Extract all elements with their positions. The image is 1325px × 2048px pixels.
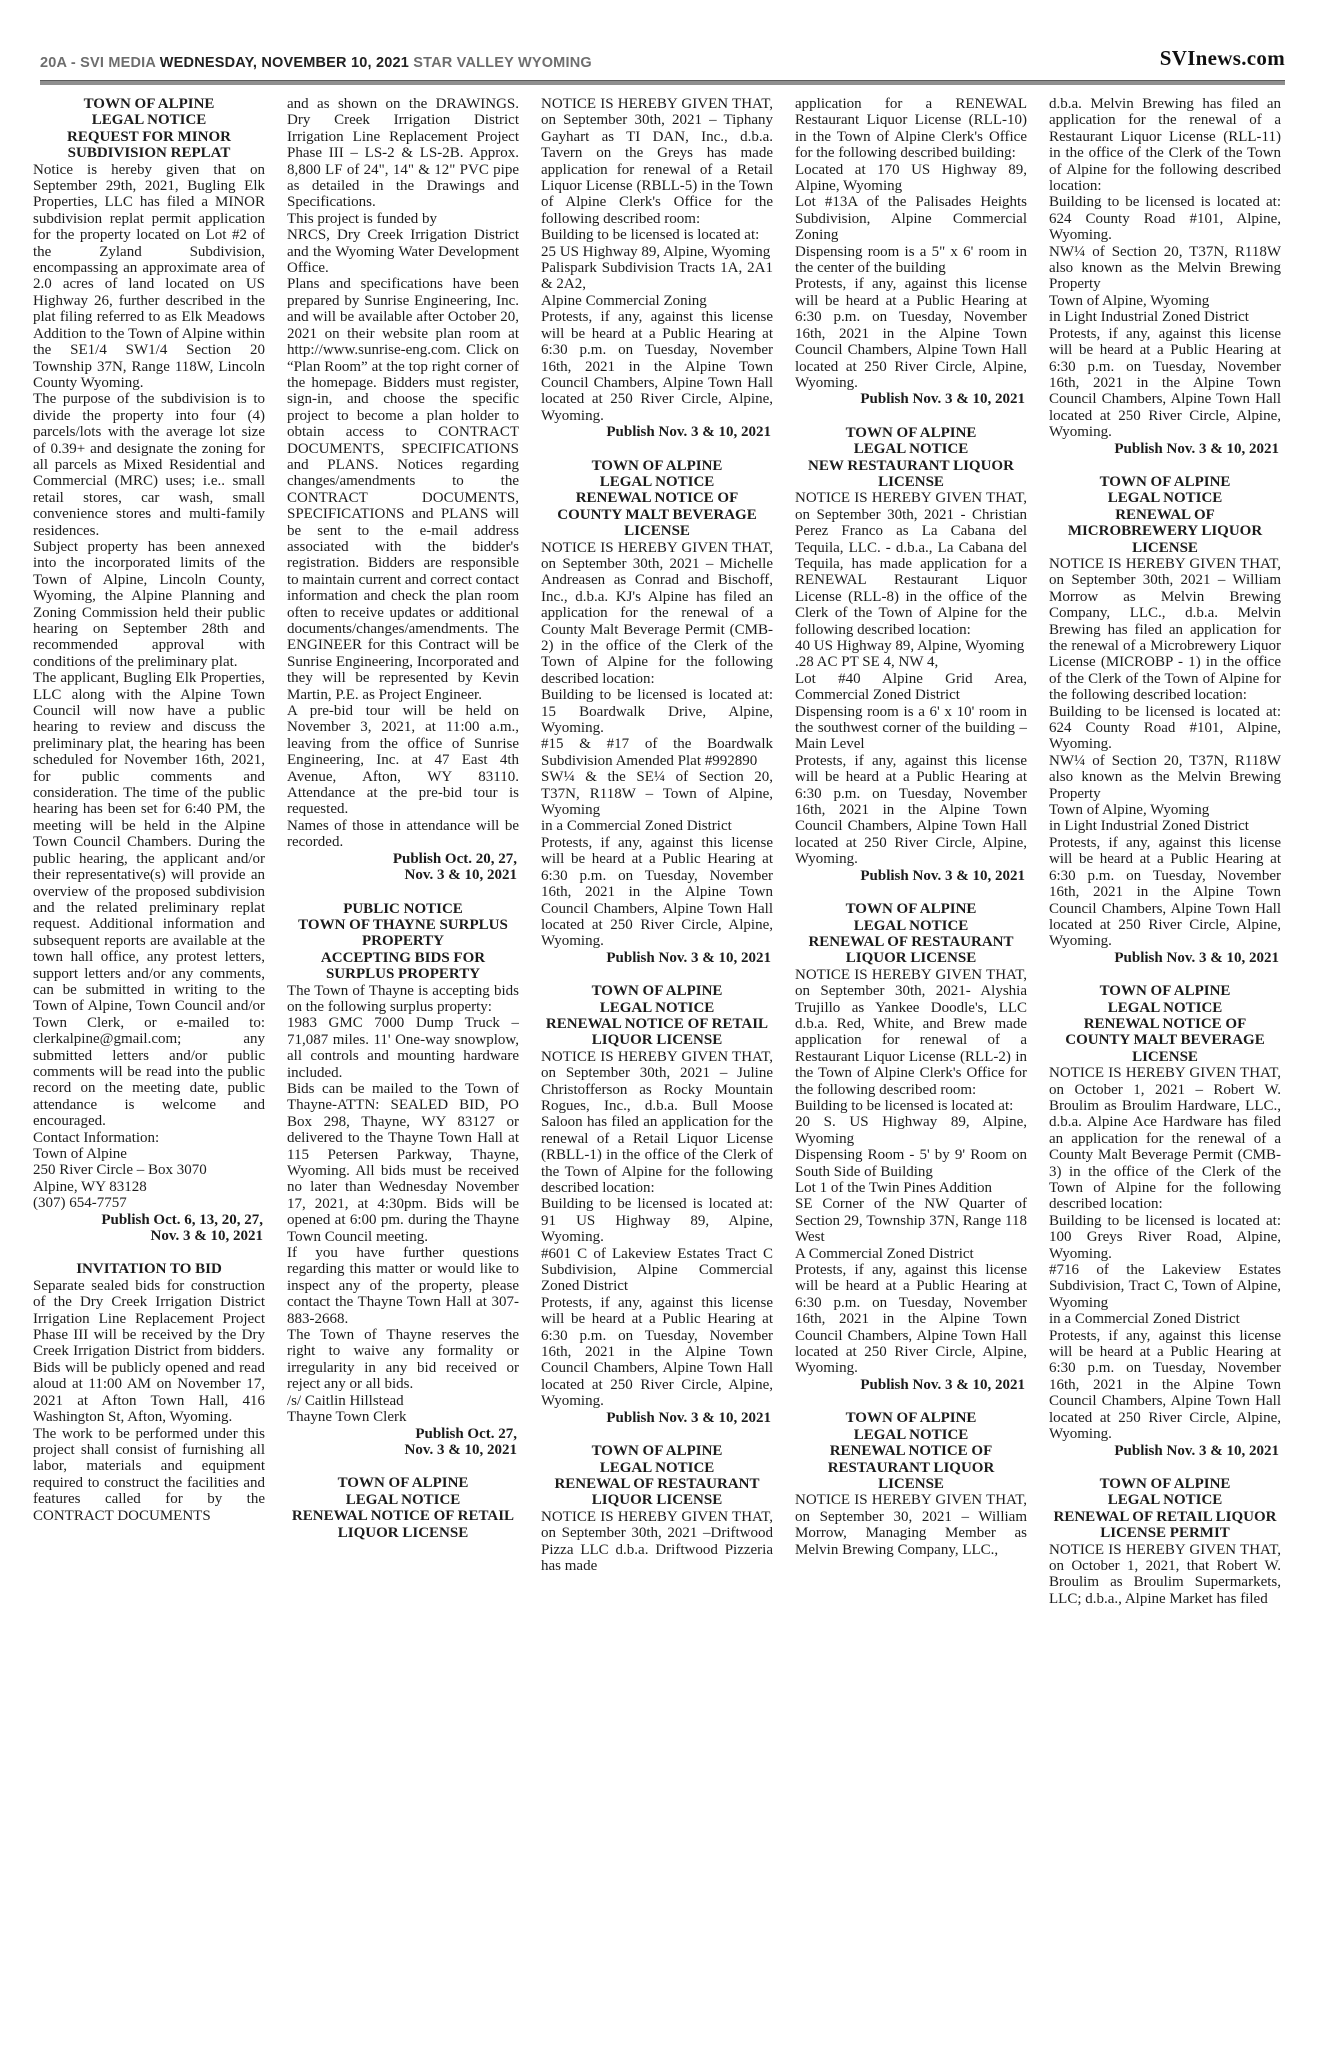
notice-paragraph: Palispark Subdivision Tracts 1A, 2A1 & 2A2, [541, 260, 773, 293]
masthead-divider [40, 80, 1285, 85]
notice-paragraph: The work to be performed under this project shall consist of furnishing all labor, materials and equipment required to construct the facilities and features called for by the CONTRACT DOCUMENTS [33, 1425, 265, 1524]
notice-heading-line: MICROBREWERY LIQUOR [1067, 523, 1263, 540]
notice-paragraph: Lot 1 of the Twin Pines Addition [795, 1180, 993, 1196]
news-column-5 [1049, 96, 1281, 2041]
publish-line: Publish Oct. 6, 13, 20, 27, [101, 1211, 263, 1228]
notice-heading-line: LICENSE [624, 523, 690, 540]
legal-notice-columns [33, 96, 1281, 2041]
notice-paragraph: NOTICE IS HEREBY GIVEN THAT, on September 30th, 2021 – Tiphany Gayhart as TI DAN, Inc., d.b.a. Tavern on the Greys has made application for renewal of a Retail Liquor License (RBLL-5) in the Town of Alpine Clerk's Office for the following described room: [541, 96, 773, 227]
notice-heading-line: TOWN OF ALPINE [1099, 473, 1231, 490]
news-column-2 [287, 96, 519, 2041]
notice-heading-line: LEGAL NOTICE [853, 1426, 969, 1443]
notice-heading-line: TOWN OF ALPINE [1099, 983, 1231, 1000]
notice-paragraph: Alpine Commercial Zoning [541, 292, 707, 309]
notice-heading-line: REQUEST FOR MINOR [67, 128, 231, 145]
notice-heading-line: PUBLIC NOTICE [343, 900, 463, 917]
notice-heading-line: LEGAL NOTICE [599, 1459, 715, 1476]
publish-line: Publish Nov. 3 & 10, 2021 [860, 391, 1025, 408]
notice-paragraph: NOTICE IS HEREBY GIVEN THAT, on September 30th, 2021 – Juline Christofferson as Rocky Mountain Rogues, Inc., d.b.a. Bull Moose Saloon has filed an application for the renewal of a Retail Liquor License (RBLL-1) in the office of the Clerk of the Town of Alpine for the following described location: [541, 1048, 773, 1196]
news-column-1 [33, 96, 265, 2041]
notice-heading [1049, 1476, 1281, 1542]
notice-paragraph: Town of Alpine [33, 1146, 127, 1162]
notice-paragraph: in Light Industrial Zoned District [1049, 818, 1249, 835]
masthead-left [40, 55, 592, 71]
notice-paragraph: NOTICE IS HEREBY GIVEN THAT, on October 1, 2021, that Robert W. Broulim as Broulim Supermarkets, LLC; d.b.a., Alpine Market has filed [1049, 1541, 1281, 1607]
publish-line: Nov. 3 & 10, 2021 [404, 867, 517, 884]
news-column-4 [795, 96, 1027, 2041]
notice-paragraph: 1983 GMC 7000 Dump Truck – 71,087 miles. 11' One-way snowplow, all controls and mounting hardware included. [287, 1015, 519, 1081]
region-label: STAR VALLEY WYOMING [413, 55, 592, 71]
notice-heading [541, 1443, 773, 1509]
notice-heading-line: LEGAL NOTICE [91, 112, 207, 129]
notice-paragraph: Building to be licensed is located at: 624 County Road #101, Alpine, Wyoming. [1049, 194, 1281, 244]
notice-paragraph: NOTICE IS HEREBY GIVEN THAT, on September 30th, 2021 - Christian Perez Franco as La Cabana del Tequila, LLC. - d.b.a., La Cabana del Tequila, has made application for a RENEWAL Restaurant Liquor License (RLL-8) in the office of the Clerk of the Town of Alpine for the following described location: [795, 490, 1027, 638]
notice-paragraph: Subject property has been annexed into the incorporated limits of the Town of Alpine, Lincoln County, Wyoming, the Alpine Planning and Zoning Commission held their public hearing on September 28th and recommended approval with conditions of the preliminary plat. [33, 538, 265, 670]
notice-paragraph: in a Commercial Zoned District [541, 818, 732, 835]
publish-line: Publish Nov. 3 & 10, 2021 [1114, 1442, 1279, 1459]
notice-paragraph: NRCS, Dry Creek Irrigation District and the Wyoming Water Development Office. [287, 227, 519, 277]
notice-heading [795, 901, 1027, 967]
notice-heading-line: LICENSE [1132, 539, 1198, 556]
notice-paragraph: Located at 170 US Highway 89, Alpine, Wyoming [795, 161, 1027, 195]
notice-heading [1049, 474, 1281, 556]
notice-paragraph: This project is funded by [287, 210, 437, 227]
notice-paragraph: Protests, if any, against this license will be heard at a Public Hearing at 6:30 p.m. on Tuesday, November 16th, 2021 in the Alpine Town Council Chambers, Alpine Town Hall located at 250 River Circle, Alpine, Wyoming. [541, 834, 773, 950]
notice-heading-line: LEGAL NOTICE [1107, 1492, 1223, 1509]
publish-line: Publish Nov. 3 & 10, 2021 [1114, 440, 1279, 457]
notice-heading-line: INVITATION TO BID [76, 1261, 222, 1278]
notice-paragraph: Lot #40 Alpine Grid Area, Commercial Zoned District [795, 670, 1027, 704]
notice-paragraph: Protests, if any, against this license will be heard at a Public Hearing at 6:30 p.m. on Tuesday, November 16th, 2021 in the Alpine Town Council Chambers, Alpine Town Hall located at 250 River Circle, Alpine, Wyoming. [1049, 325, 1281, 441]
notice-paragraph: Protests, if any, against this license will be heard at a Public Hearing at 6:30 p.m. on Tuesday, November 16th, 2021 in the Alpine Town Council Chambers, Alpine Town Hall located at 250 River Circle, Alpine, Wyoming. [1049, 1327, 1281, 1443]
notice-paragraph: in a Commercial Zoned District [1049, 1311, 1240, 1328]
notice-paragraph: A Commercial Zoned District [795, 1245, 974, 1262]
notice-heading-line: LEGAL NOTICE [853, 917, 969, 934]
page-label: 20A - SVI MEDIA [40, 55, 156, 71]
notice-heading-line: LIQUOR LICENSE [591, 1492, 723, 1509]
notice-paragraph: Building to be licensed is located at: 15 Boardwalk Drive, Alpine, Wyoming. [541, 687, 773, 737]
notice-heading-line: LICENSE [878, 473, 944, 490]
notice-heading-line: TOWN OF ALPINE [591, 1443, 723, 1460]
notice-paragraph: Protests, if any, against this license will be heard at a Public Hearing at 6:30 p.m. on Tuesday, November 16th, 2021 in the Alpine Town Council Chambers, Alpine Town Hall located at 250 River Circle, Alpine, Wyoming. [541, 1294, 773, 1410]
notice-paragraph: NOTICE IS HEREBY GIVEN THAT, on September 30th, 2021 –Driftwood Pizza LLC d.b.a. Driftwood Pizzeria has made [541, 1508, 773, 1574]
notice-paragraph: Town of Alpine, Wyoming [1049, 292, 1210, 309]
notice-paragraph: #716 of the Lakeview Estates Subdivision, Tract C, Town of Alpine, Wyoming [1049, 1262, 1281, 1311]
notice-heading-line: TOWN OF ALPINE [591, 457, 723, 474]
notice-heading [33, 1261, 265, 1277]
notice-paragraph: Dispensing Room - 5' by 9' Room on South Side of Building [795, 1147, 1027, 1180]
notice-heading-line: SURPLUS PROPERTY [325, 966, 481, 983]
notice-paragraph: Building to be licensed is located at: 91 US Highway 89, Alpine, Wyoming. [541, 1196, 773, 1246]
issue-date: WEDNESDAY, NOVEMBER 10, 2021 [159, 55, 409, 71]
notice-paragraph: Bids can be mailed to the Town of Thayne-ATTN: SEALED BID, PO Box 298, Thayne, WY 83127 or delivered to the Thayne Town Hall at 115 Petersen Parkway, Thayne, Wyoming. All bids must be received no later than Wednesday November 17, 2021, at 4:30pm. Bids will be opened at 6:00 pm. during the Thayne Town Council meeting. [287, 1080, 519, 1245]
notice-heading-line: SUBDIVISION REPLAT [67, 145, 231, 162]
notice-paragraph: Building to be licensed is located at: [795, 1097, 1014, 1114]
notice-paragraph: Protests, if any, against this license will be heard at a Public Hearing at 6:30 p.m. on Tuesday, November 16th, 2021 in the Alpine Town Council Chambers, Alpine Town Hall located at 250 River Circle, Alpine, Wyoming. [1049, 834, 1281, 950]
notice-heading-line: TOWN OF ALPINE [591, 983, 723, 1000]
notice-paragraph: Dispensing room is a 6' x 10' room in the southwest corner of the building – Main Level [795, 703, 1027, 753]
notice-paragraph: NOTICE IS HEREBY GIVEN THAT, on September 30th, 2021 – Michelle Andreasen as Conrad and Bischoff, Inc., d.b.a. KJ's Alpine has filed an application for the renewal of a County Malt Beverage Permit (CMB-2) in the office of the Clerk of the Town of Alpine for the following described location: [541, 539, 773, 687]
notice-paragraph: SW¼ & the SE¼ of Section 20, T37N, R118W – Town of Alpine, Wyoming [541, 769, 773, 819]
notice-heading-line: LICENSE [878, 1475, 944, 1492]
notice-heading-line: LEGAL NOTICE [1107, 490, 1223, 507]
notice-paragraph: NW¼ of Section 20, T37N, R118W also known as the Melvin Brewing Property [1049, 752, 1281, 802]
publish-line: Publish Nov. 3 & 10, 2021 [606, 1409, 771, 1426]
notice-heading [287, 1475, 519, 1541]
notice-heading [795, 1410, 1027, 1492]
notice-paragraph: NW¼ of Section 20, T37N, R118W also known as the Melvin Brewing Property [1049, 243, 1281, 293]
notice-heading-line: NEW RESTAURANT LIQUOR [808, 457, 1014, 474]
notice-paragraph: #15 & #17 of the Boardwalk Subdivision Amended Plat #992890 [541, 736, 773, 769]
notice-paragraph: in Light Industrial Zoned District [1049, 309, 1249, 326]
notice-paragraph: application for a RENEWAL Restaurant Liquor License (RLL-10) in the Town of Alpine Clerk's Office for the following described building: [795, 96, 1027, 162]
notice-heading-line: LICENSE PERMIT [1100, 1525, 1230, 1542]
notice-paragraph: Notice is hereby given that on September 29th, 2021, Bugling Elk Properties, LLC has filed a MINOR subdivision replat permit application for the property located on Lot #2 of the Zyland Subdivision, encompassing an approximate area of 2.0 acres of land located on US Highway 26, further described in the plat filing referred to as Elk Meadows Addition to the Town of Alpine within the SE1/4 SW1/4 Section 20 Township 37N, Range 118W, Lincoln County Wyoming. [33, 161, 265, 391]
notice-paragraph: Separate sealed bids for construction of the Dry Creek Irrigation District Irrigation Line Replacement Project Phase III will be received by the Dry Creek Irrigation District from bidders. Bids will be publicly opened and read aloud at 11:00 AM on November 17, 2021 at Afton Town Hall, 416 Washington St, Afton, Wyoming. [33, 1277, 265, 1426]
notice-heading [795, 425, 1027, 491]
notice-paragraph: .28 AC PT SE 4, NW 4, [795, 654, 939, 671]
notice-heading-line: PROPERTY [362, 933, 444, 950]
notice-heading-line: RENEWAL NOTICE OF [1083, 1015, 1247, 1032]
notice-heading-line: LICENSE [1132, 1048, 1198, 1065]
publish-line: Publish Nov. 3 & 10, 2021 [606, 424, 771, 441]
notice-paragraph: Building to be licensed is located at: 624 County Road #101, Alpine, Wyoming. [1049, 703, 1281, 753]
notice-paragraph: d.b.a. Melvin Brewing has filed an application for the renewal of a Restaurant Liquor License (RLL-11) in the office of the Clerk of the Town of Alpine for the following described location: [1049, 96, 1281, 195]
notice-paragraph: NOTICE IS HEREBY GIVEN THAT, on October 1, 2021 – Robert W. Broulim as Broulim Hardware, LLC., d.b.a. Alpine Ace Hardware has filed an application for the renewal of a County Malt Beverage Permit (CMB-3) in the office of the Clerk of the Town of Alpine for the following described location: [1049, 1065, 1281, 1213]
notice-heading [287, 901, 519, 983]
publish-line: Publish Nov. 3 & 10, 2021 [860, 867, 1025, 884]
notice-paragraph: The purpose of the subdivision is to divide the property into four (4) parcels/lots with the average lot size of 0.39+ and designate the zoning for all parcels as Mixed Residential and Commercial (MRC) uses; i.e.. small retail stores, car wash, small convenience stores and multi-family residences. [33, 391, 265, 539]
notice-heading-line: LEGAL NOTICE [1107, 999, 1223, 1016]
notice-paragraph: The applicant, Bugling Elk Properties, LLC along with the Alpine Town Council will now have a public hearing to review and discuss the preliminary plat, the hearing has been scheduled for November 16th, 2021, for public comments and consideration. The time of the public hearing has been set for 6:40 PM, the meeting will be held in the Alpine Town Council Chambers. During the public hearing, the applicant and/or their representative(s) will provide an overview of the proposed subdivision and the related preliminary replat request. Additional information and subsequent reports are available at the town hall office, any protest letters, support letters and/or any comments, can be submitted in writing to the Town of Alpine, Town Council and/or Town Clerk, or e-mailed to: clerkalpine@gmail.com; any submitted letters and/or public comments will be read into the public record on the meeting date, public attendance is welcome and encouraged. [33, 670, 265, 1130]
notice-paragraph: Protests, if any, against this license will be heard at a Public Hearing at 6:30 p.m. on Tuesday, November 16th, 2021 in the Alpine Town Council Chambers, Alpine Town Hall located at 250 River Circle, Alpine, Wyoming. [795, 1262, 1027, 1377]
notice-heading-line: LIQUOR LICENSE [845, 950, 977, 967]
notice-paragraph: Protests, if any, against this license will be heard at a Public Hearing at 6:30 p.m. on Tuesday, November 16th, 2021 in the Alpine Town Council Chambers, Alpine Town Hall located at 250 River Circle, Alpine, Wyoming. [795, 276, 1027, 391]
notice-paragraph: #601 C of Lakeview Estates Tract C Subdivision, Alpine Commercial Zoned District [541, 1245, 773, 1295]
notice-paragraph: Alpine, WY 83128 [33, 1178, 147, 1195]
notice-paragraph: Contact Information: [33, 1129, 160, 1146]
publish-line: Publish Oct. 20, 27, [392, 850, 517, 867]
notice-paragraph: Names of those in attendance will be recorded. [287, 817, 519, 851]
notice-heading-line: TOWN OF ALPINE [845, 1410, 977, 1427]
notice-paragraph: The Town of Thayne is accepting bids on the following surplus property: [287, 982, 519, 1015]
notice-heading-line: LEGAL NOTICE [853, 441, 969, 458]
notice-paragraph: Lot #13A of the Palisades Heights Subdivision, Alpine Commercial Zoning [795, 194, 1027, 244]
notice-heading-line: LEGAL NOTICE [599, 999, 715, 1016]
notice-heading-line: COUNTY MALT BEVERAGE [1065, 1032, 1265, 1049]
notice-heading [1049, 983, 1281, 1065]
publish-line: Publish Nov. 3 & 10, 2021 [860, 1376, 1025, 1393]
notice-paragraph: Building to be licensed is located at: 100 Greys River Road, Alpine, Wyoming. [1049, 1212, 1281, 1262]
notice-heading-line: RENEWAL OF RESTAURANT [554, 1475, 760, 1492]
publish-line: Publish Nov. 3 & 10, 2021 [606, 949, 771, 966]
notice-heading [541, 983, 773, 1049]
notice-paragraph: If you have further questions regarding this matter or would like to inspect any of the property, please contact the Thayne Town Hall at 307-883-2668. [287, 1245, 519, 1327]
notice-paragraph: 25 US Highway 89, Alpine, Wyoming [541, 243, 771, 260]
notice-heading-line: LIQUOR LICENSE [337, 1524, 469, 1541]
notice-heading-line: ACCEPTING BIDS FOR [320, 949, 486, 966]
notice-heading [33, 96, 265, 162]
publish-line: Publish Oct. 27, [415, 1425, 517, 1442]
notice-heading-line: TOWN OF ALPINE [845, 424, 977, 441]
notice-paragraph: Town of Alpine, Wyoming [1049, 802, 1210, 819]
notice-heading-line: RENEWAL OF [1115, 506, 1215, 523]
notice-heading-line: COUNTY MALT BEVERAGE [557, 506, 757, 523]
notice-heading-line: TOWN OF ALPINE [337, 1475, 469, 1492]
notice-heading-line: RENEWAL NOTICE OF RETAIL [545, 1015, 769, 1032]
notice-heading-line: TOWN OF ALPINE [845, 901, 977, 918]
publish-line: Nov. 3 & 10, 2021 [150, 1228, 263, 1245]
notice-heading-line: LEGAL NOTICE [599, 473, 715, 490]
notice-heading-line: LIQUOR LICENSE [591, 1032, 723, 1049]
notice-paragraph: 250 River Circle – Box 3070 [33, 1162, 207, 1179]
notice-heading-line: RESTAURANT LIQUOR [827, 1459, 995, 1476]
notice-paragraph: The Town of Thayne reserves the right to waive any formality or irregularity in any bid received or reject any or all bids. [287, 1327, 519, 1393]
notice-heading-line: RENEWAL OF RETAIL LIQUOR [1053, 1508, 1277, 1525]
notice-heading-line: RENEWAL OF RESTAURANT [808, 933, 1014, 950]
notice-heading-line: TOWN OF ALPINE [1099, 1475, 1231, 1492]
notice-heading-line: LEGAL NOTICE [345, 1491, 461, 1508]
notice-paragraph: /s/ Caitlin Hillstead [287, 1392, 404, 1409]
notice-paragraph: 20 S. US Highway 89, Alpine, Wyoming [795, 1114, 1027, 1147]
notice-heading-line: RENEWAL NOTICE OF [829, 1443, 993, 1460]
notice-paragraph: NOTICE IS HEREBY GIVEN THAT, on September 30, 2021 – William Morrow, Managing Member as Melvin Brewing Company, LLC., [795, 1492, 1027, 1558]
notice-paragraph: Dispensing room is a 5" x 6' room in the center of the building [795, 243, 1027, 277]
notice-paragraph: Thayne Town Clerk [287, 1409, 407, 1426]
masthead [40, 46, 1285, 71]
notice-paragraph: A pre-bid tour will be held on November 3, 2021, at 11:00 a.m., leaving from the office of Sunrise Engineering, Inc. at 47 East 4th Avenue, Afton, WY 83110. Attendance at the pre-bid tour is requested. [287, 703, 519, 818]
notice-paragraph: and as shown on the DRAWINGS. Dry Creek Irrigation District Irrigation Line Replacement Project Phase III – LS-2 & LS-2B. Approx. 8,800 LF of 24", 14" & 12" PVC pipe as detailed in the Drawings and Specifications. [287, 96, 519, 211]
notice-paragraph: SE Corner of the NW Quarter of Section 29, Township 37N, Range 118 West [795, 1196, 1027, 1246]
notice-paragraph: 40 US Highway 89, Alpine, Wyoming [795, 638, 1025, 654]
publish-line: Nov. 3 & 10, 2021 [404, 1441, 517, 1458]
notice-paragraph: Protests, if any, against this license will be heard at a Public Hearing at 6:30 p.m. on Tuesday, November 16th, 2021 in the Alpine Town Council Chambers, Alpine Town Hall located at 250 River Circle, Alpine, Wyoming. [795, 752, 1027, 868]
notice-paragraph: (307) 654-7757 [33, 1195, 127, 1212]
notice-heading-line: TOWN OF THAYNE SURPLUS [298, 916, 508, 933]
notice-paragraph: NOTICE IS HEREBY GIVEN THAT, on September 30th, 2021 – William Morrow as Melvin Brewing Company, LLC., d.b.a. Melvin Brewing has filed an application for the renewal of a Microbrewery Liquor License (MICROBP - 1) in the office of the Clerk of the Town of Alpine for the following described location: [1049, 555, 1281, 704]
notice-heading-line: TOWN OF ALPINE [83, 96, 215, 112]
notice-heading-line: RENEWAL NOTICE OF [575, 490, 739, 507]
news-column-3 [541, 96, 773, 2041]
publish-line: Publish Nov. 3 & 10, 2021 [1114, 949, 1279, 966]
notice-paragraph: Building to be licensed is located at: [541, 227, 760, 244]
website-label: SVInews.com [1159, 46, 1285, 70]
notice-heading-line: RENEWAL NOTICE OF RETAIL [291, 1508, 515, 1525]
notice-paragraph: Plans and specifications have been prepared by Sunrise Engineering, Inc. and will be available after October 20, 2021 on their website plan room at http://www.sunrise-eng.com. Click on “Plan Room” at the top right corner of the homepage. Bidders must register, sign-in, and choose the specific project to become a plan holder to obtain access to CONTRACT DOCUMENTS, SPECIFICATIONS and PLANS. Notices regarding changes/amendments to the CONTRACT DOCUMENTS, SPECIFICATIONS and PLANS will be sent to the e-mail address associated with the bidder's registration. Bidders are responsible to maintain current and correct contact information and check the plan room often to receive updates or additional documents/changes/amendments. The ENGINEER for this Contract will be Sunrise Engineering, Incorporated and they will be represented by Kevin Martin, P.E. as Project Engineer. [287, 276, 519, 703]
notice-heading [541, 458, 773, 540]
notice-paragraph: NOTICE IS HEREBY GIVEN THAT, on September 30th, 2021- Alyshia Trujillo as Yankee Doodle's, LLC d.b.a. Red, White, and Brew made application for renewal of a Restaurant Liquor License (RLL-2) in the Town of Alpine Clerk's Office for the following described room: [795, 966, 1027, 1098]
notice-paragraph: Protests, if any, against this license will be heard at a Public Hearing at 6:30 p.m. on Tuesday, November 16th, 2021 in the Alpine Town Council Chambers, Alpine Town Hall located at 250 River Circle, Alpine, Wyoming. [541, 309, 773, 424]
